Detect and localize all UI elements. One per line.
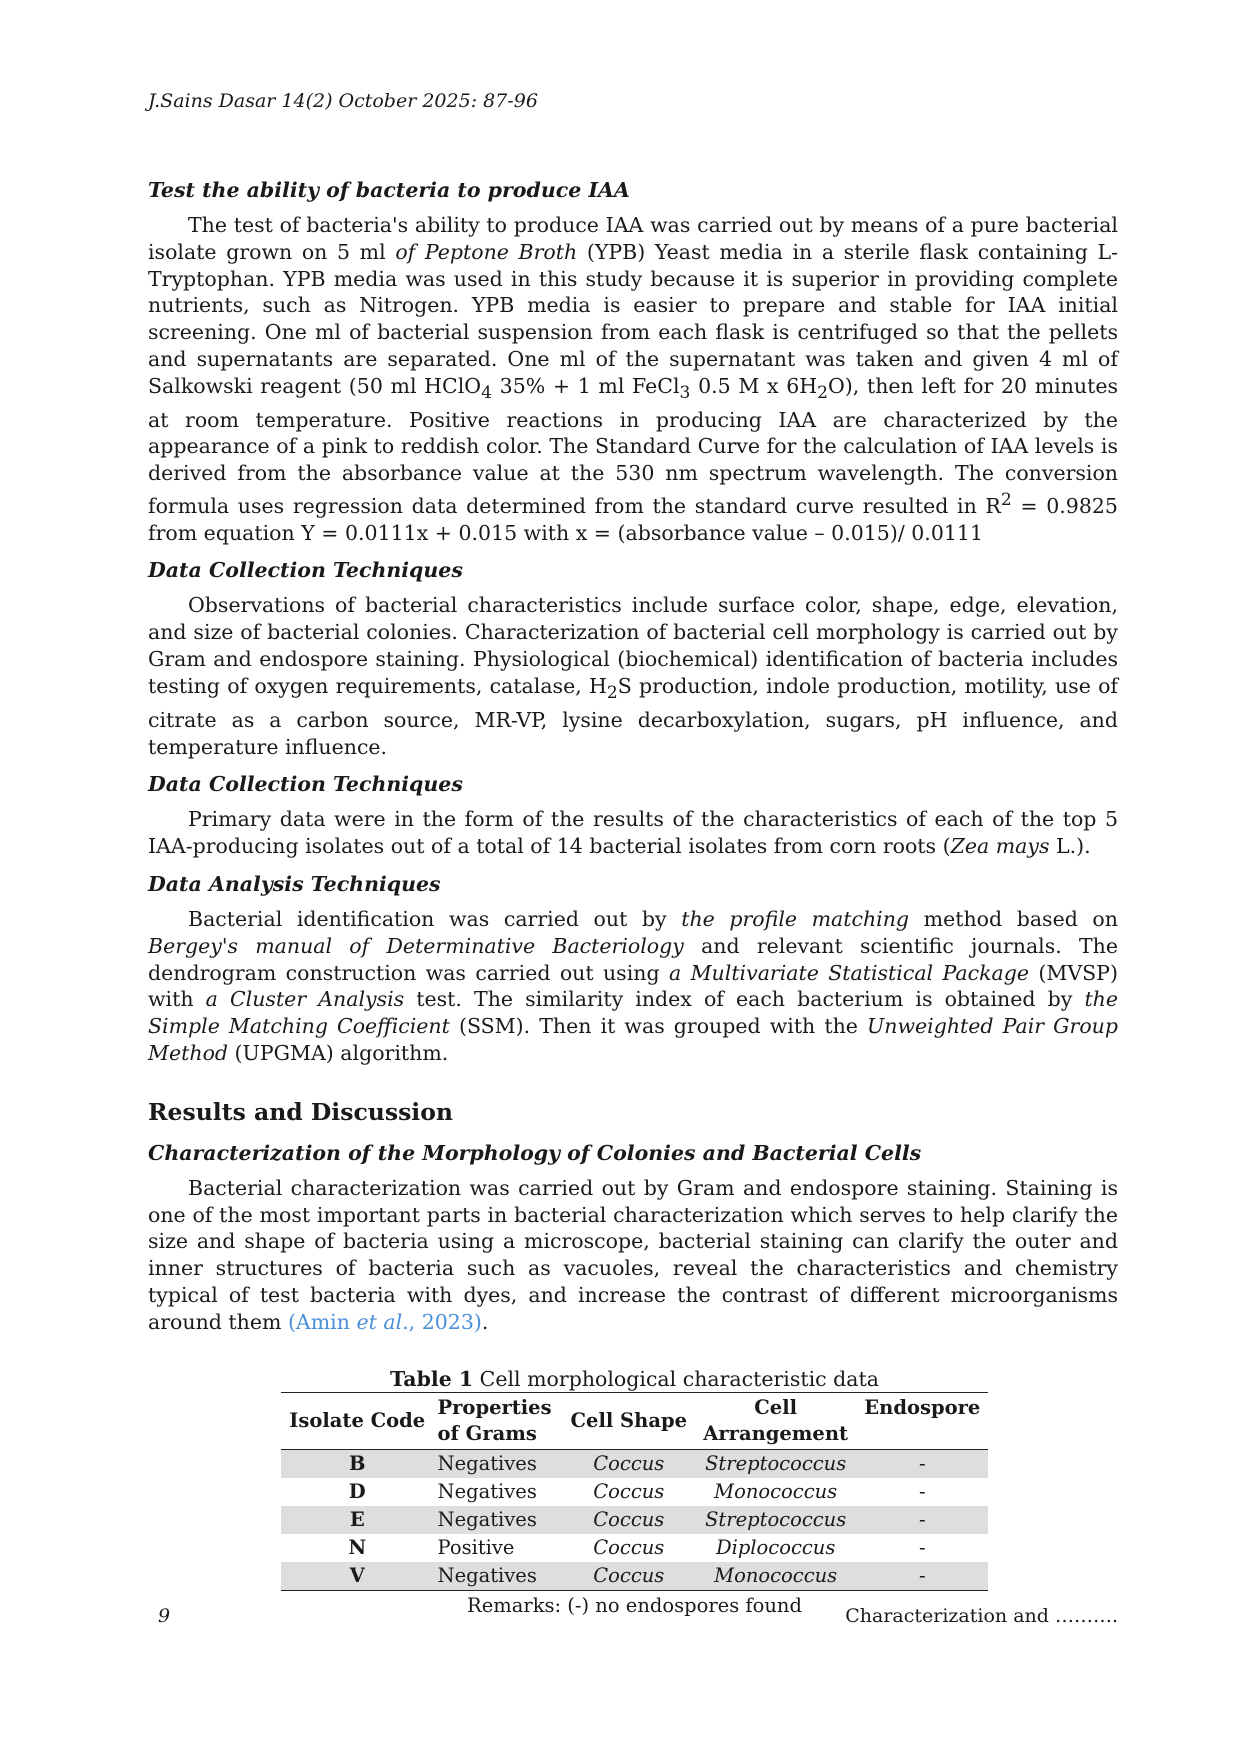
cell-arrangement: Streptococcus	[695, 1449, 857, 1478]
cell-isolate-code: E	[281, 1506, 434, 1534]
paragraph-data-collection-2: Primary data were in the form of the results of the characteristics of each of the top 5 IAA-producing isolates out of a total of 14 bacterial isolates from corn roots (Zea mays L.).	[148, 807, 1118, 859]
section-heading-iaa: Test the ability of bacteria to produce IAA	[148, 178, 630, 202]
cell-isolate-code: D	[348, 1479, 366, 1503]
running-head: J.Sains Dasar 14(2) October 2025: 87-96	[148, 90, 538, 112]
section-heading-data-analysis: Data Analysis Techniques	[148, 871, 441, 896]
section-title-results: Results and Discussion	[148, 1097, 453, 1126]
cell-isolate-code: N	[348, 1535, 367, 1559]
section-heading-morphology: Characterization of the Morphology of Colonies and Bacterial Cells	[148, 1140, 922, 1165]
cell-arrangement: Monococcus	[714, 1479, 838, 1503]
table-remarks: Remarks: (-) no endospores found	[467, 1593, 802, 1617]
article-body	[148, 176, 1118, 1621]
cell-gram: Negatives	[437, 1479, 537, 1503]
paragraph-iaa: The test of bacteria's ability to produce IAA was carried out by means of a pure bacterial isolate grown on 5 ml of Peptone Broth (YPB) Yeast media in a sterile flask containing L-Tryptophan. YPB media was used in this study because it is superior in providing complete nutrients, such as Nitrogen. YPB media is easier to prepare and stable for IAA initial screening. One ml of bacterial suspension from each flask is centrifuged so that the pellets and supernatants are separated. One ml of the supernatant was taken and given 4 ml of Salkowski reagent (50 ml HClO$_4$ 35% + 1 ml FeCl$_3$ 0.5 M x $6H_2O$), then left for 20 minutes at room temperature. Positive reactions in producing IAA are characterized by the appearance of a pink to reddish color. The Standard Curve for the calculation of IAA levels is derived from the absorbance value at the 530 nm spectrum wavelength. The conversion formula uses regression data determined from the standard curve resulted in $R^2 = 0.9825$ from equation Y = 0.0111x + 0.015 with x = (absorbance value – 0.015)/ 0.0111	[148, 213, 1119, 545]
paragraph-data-analysis: Bacterial identification was carried out by the profile matching method based on Bergey's manual of Determinative Bacteriology and relevant scientific journals. The dendrogram construction was carried out using a Multivariate Statistical Package (MVSP) with a Cluster Analysis test. The similarity index of each bacterium is obtained by the Simple Matching Coefficient (SSM). Then it was grouped with the Unweighted Pair Group Method (UPGMA) algorithm.	[148, 906, 1119, 1065]
cell-gram: Positive	[437, 1535, 515, 1559]
cell-endospore: -	[857, 1449, 988, 1478]
cell-arrangement: Monococcus	[695, 1562, 857, 1591]
header-properties-of-grams: Properties of Grams	[437, 1395, 552, 1445]
footer-running-title: Characterization and ……….	[845, 1605, 1118, 1627]
cell-endospore: -	[857, 1562, 988, 1591]
cell-shape: Coccus	[563, 1562, 695, 1591]
cell-endospore: -	[919, 1479, 926, 1503]
cell-arrangement: Diplococcus	[715, 1535, 836, 1559]
header-isolate-code: Isolate Code	[289, 1408, 426, 1432]
cell-shape: Coccus	[563, 1449, 695, 1478]
table-row	[281, 1449, 988, 1478]
page-number: 9	[158, 1605, 171, 1627]
paragraph-data-collection-1: Observations of bacterial characteristics include surface color, shape, edge, elevation, and size of bacterial colonies. Characterization of bacterial cell morphology is carried out by Gram and endospore staining. Physiological (biochemical) identification of bacteria includes testing of oxygen requirements, catalase, $H_2S$ production, indole production, motility, use of citrate as a carbon source, MR-VP, lysine decarboxylation, sugars, pH influence, and temperature influence.	[148, 593, 1118, 759]
header-cell-arrangement: Cell Arrangement	[703, 1395, 849, 1445]
cell-endospore: -	[857, 1506, 988, 1534]
cell-shape: Coccus	[563, 1506, 695, 1534]
cell-isolate-code: V	[281, 1562, 434, 1591]
cell-gram: Negatives	[434, 1562, 563, 1591]
header-endospore: Endospore	[864, 1395, 981, 1419]
table-row	[281, 1506, 988, 1534]
cell-shape: Coccus	[593, 1535, 665, 1559]
cell-morphology-table	[281, 1392, 988, 1591]
table-1	[281, 1366, 988, 1621]
table-caption: Table 1 Cell morphological characteristic data	[390, 1366, 879, 1391]
table-row	[281, 1534, 988, 1562]
cell-arrangement: Streptococcus	[695, 1506, 857, 1534]
cell-gram: Negatives	[434, 1506, 563, 1534]
cell-isolate-code: B	[281, 1449, 434, 1478]
cell-gram: Negatives	[434, 1449, 563, 1478]
table-row	[281, 1478, 988, 1506]
section-heading-data-collection-2: Data Collection Techniques	[148, 772, 463, 797]
section-heading-data-collection-1: Data Collection Techniques	[148, 558, 463, 583]
table-row	[281, 1562, 988, 1591]
cell-shape: Coccus	[593, 1479, 665, 1503]
citation-link[interactable]: (Amin et al., 2023)	[287, 1309, 482, 1334]
table-header-row	[281, 1392, 988, 1449]
paragraph-morphology: Bacterial characterization was carried out by Gram and endospore staining. Staining is one of the most important parts in bacterial characterization which serves to help clarify the size and shape of bacteria using a microscope, bacterial staining can clarify the outer and inner structures of bacteria such as vacuoles, reveal the characteristics and chemistry typical of test bacteria with dyes, and increase the contrast of different microorganisms around them (Amin et al., 2023).	[148, 1175, 1118, 1334]
cell-endospore: -	[919, 1535, 926, 1559]
header-cell-shape: Cell Shape	[570, 1408, 687, 1432]
